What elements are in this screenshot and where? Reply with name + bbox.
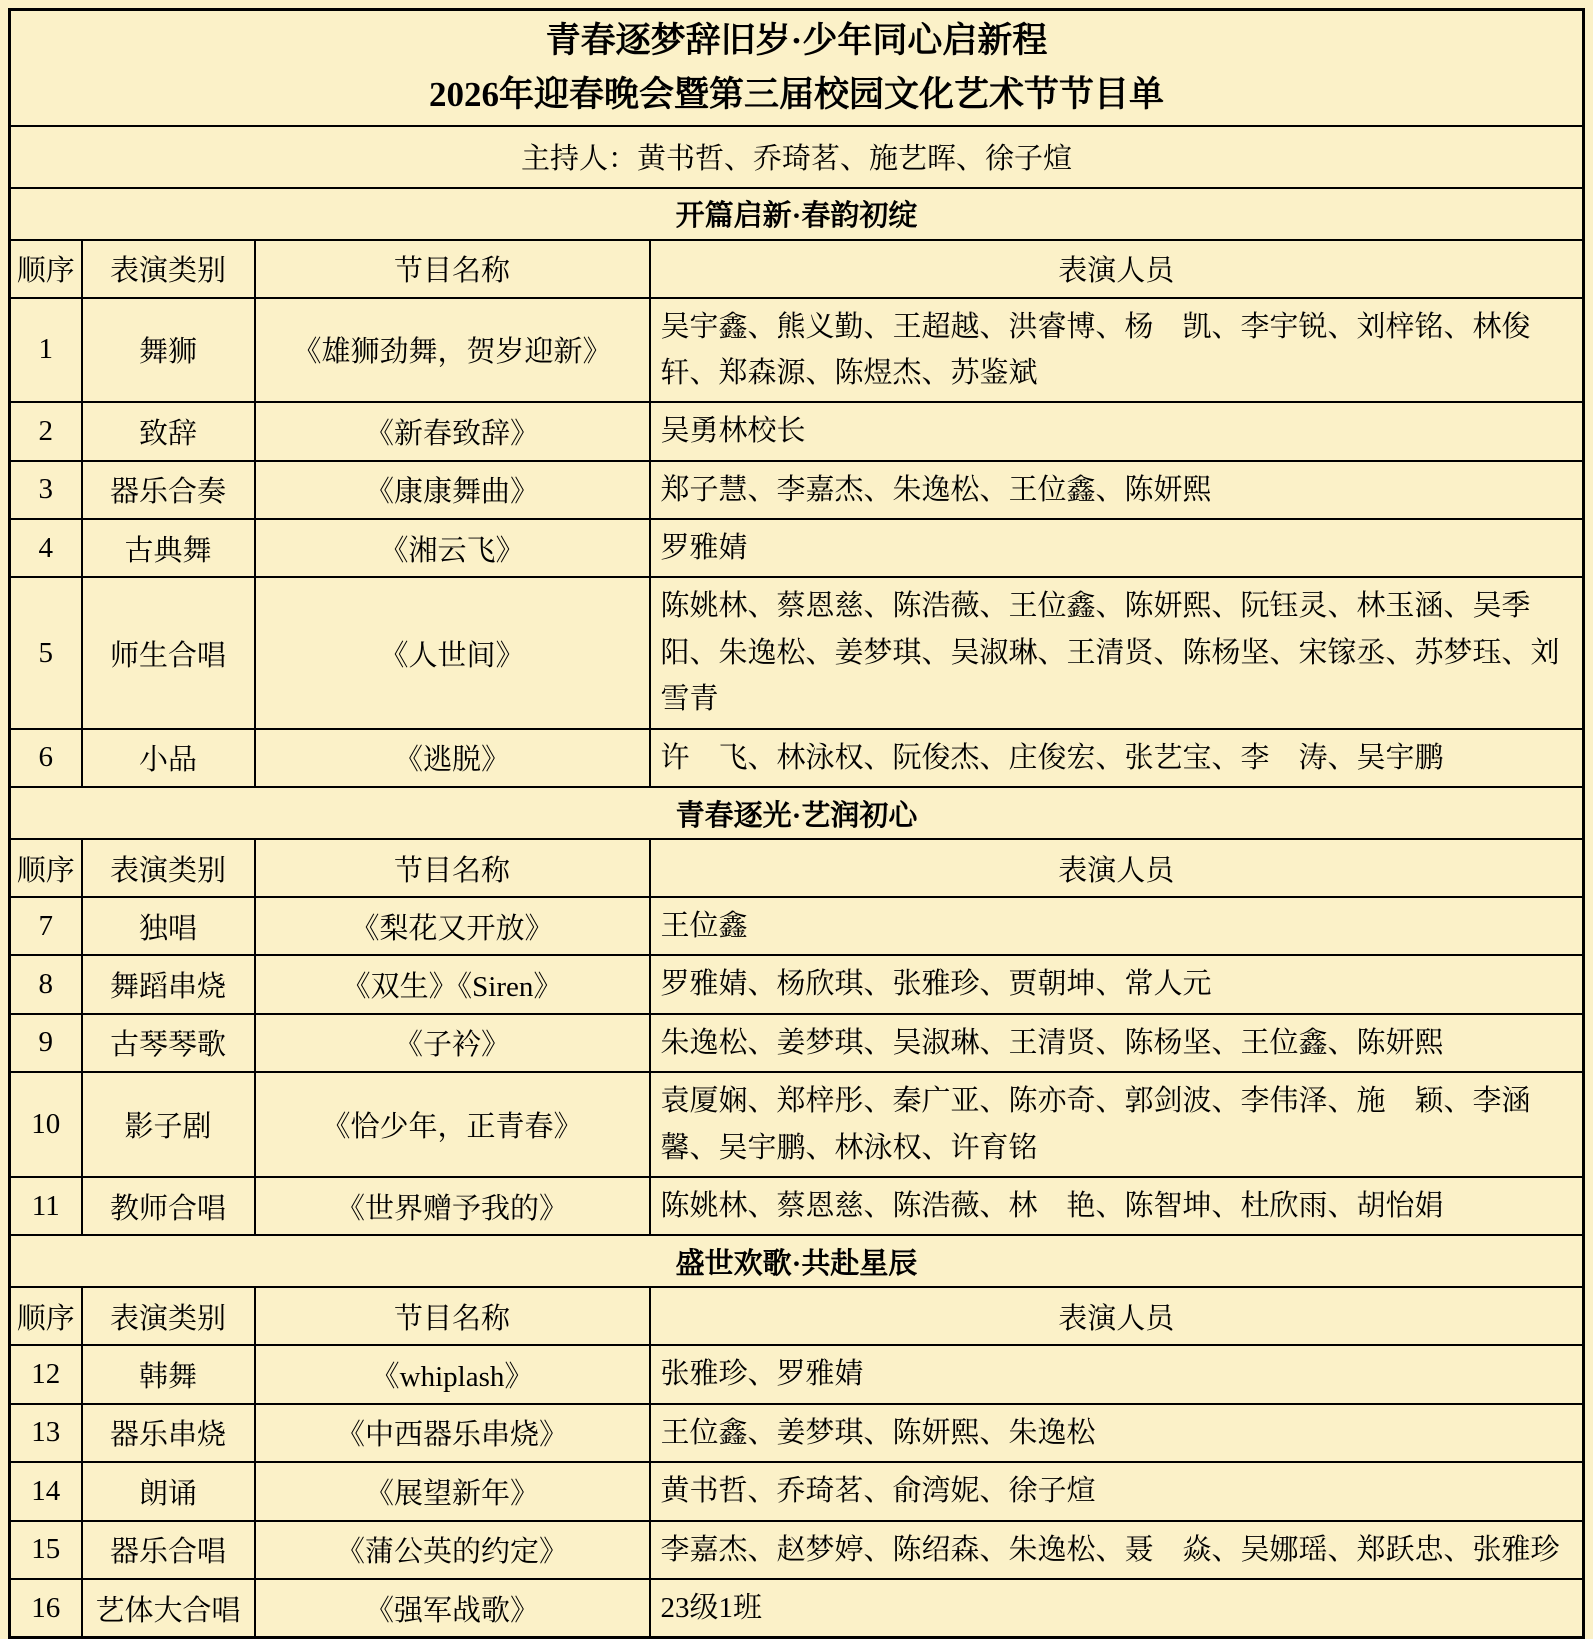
performers-cell: 许 飞、林泳权、阮俊杰、庄俊宏、张艺宝、李 涛、吴宇鹏: [650, 729, 1584, 787]
table-row: [10, 577, 1584, 728]
column-header-performers: 表演人员: [650, 240, 1584, 298]
performers-cell: 吴宇鑫、熊义勤、王超越、洪睿博、杨 凯、李宇锐、刘梓铭、林俊轩、郑森源、陈煜杰、苏鉴斌: [650, 298, 1584, 403]
column-header-row: [10, 1287, 1584, 1345]
category-cell: 致辞: [82, 402, 255, 460]
order-cell: 7: [10, 897, 82, 955]
program-cell: 《新春致辞》: [255, 402, 650, 460]
table-row: [10, 1579, 1584, 1638]
table-row: [10, 729, 1584, 787]
performers-cell: 王位鑫、姜梦琪、陈妍熙、朱逸松: [650, 1404, 1584, 1462]
performers-cell: 袁厦娴、郑梓彤、秦广亚、陈亦奇、郭剑波、李伟泽、施 颖、李涵馨、吴宇鹏、林泳权、许育铭: [650, 1072, 1584, 1177]
performers-cell: 罗雅婧、杨欣琪、张雅珍、贾朝坤、常人元: [650, 955, 1584, 1013]
table-row: [10, 519, 1584, 577]
column-header-order: 顺序: [10, 240, 82, 298]
category-cell: 朗诵: [82, 1462, 255, 1520]
column-header-row: [10, 839, 1584, 897]
table-row: [10, 402, 1584, 460]
column-header-performers: 表演人员: [650, 839, 1584, 897]
performers-cell: 郑子慧、李嘉杰、朱逸松、王位鑫、陈妍熙: [650, 461, 1584, 519]
category-cell: 舞蹈串烧: [82, 955, 255, 1013]
order-cell: 10: [10, 1072, 82, 1177]
section-banner: 盛世欢歌·共赴星辰: [10, 1235, 1584, 1287]
order-cell: 6: [10, 729, 82, 787]
host-row: [10, 126, 1584, 188]
program-cell: 《康康舞曲》: [255, 461, 650, 519]
column-header-category: 表演类别: [82, 839, 255, 897]
performers-cell: 陈姚林、蔡恩慈、陈浩薇、王位鑫、陈妍熙、阮钰灵、林玉涵、吴季阳、朱逸松、姜梦琪、吴淑琳、王清贤、陈杨坚、宋镓丞、苏梦珏、刘雪青: [650, 577, 1584, 728]
performers-cell: 吴勇林校长: [650, 402, 1584, 460]
page-title-line1: 青春逐梦辞旧岁·少年同心启新程: [545, 20, 1048, 60]
section-banner-row: [10, 1235, 1584, 1287]
column-header-category: 表演类别: [82, 240, 255, 298]
table-row: [10, 1014, 1584, 1072]
order-cell: 14: [10, 1462, 82, 1520]
column-header-program: 节目名称: [255, 839, 650, 897]
program-cell: 《whiplash》: [255, 1345, 650, 1403]
table-row: [10, 1462, 1584, 1520]
column-header-program: 节目名称: [255, 1287, 650, 1345]
program-cell: 《雄狮劲舞，贺岁迎新》: [255, 298, 650, 403]
order-cell: 2: [10, 402, 82, 460]
order-cell: 3: [10, 461, 82, 519]
category-cell: 师生合唱: [82, 577, 255, 728]
performers-cell: 张雅珍、罗雅婧: [650, 1345, 1584, 1403]
category-cell: 器乐串烧: [82, 1404, 255, 1462]
performers-cell: 朱逸松、姜梦琪、吴淑琳、王清贤、陈杨坚、王位鑫、陈妍熙: [650, 1014, 1584, 1072]
column-header-order: 顺序: [10, 1287, 82, 1345]
page-title: [10, 10, 1584, 126]
table-row: [10, 1345, 1584, 1403]
section-banner: 开篇启新·春韵初绽: [10, 188, 1584, 240]
table-row: [10, 955, 1584, 1013]
category-cell: 舞狮: [82, 298, 255, 403]
program-table: [8, 8, 1585, 1639]
order-cell: 1: [10, 298, 82, 403]
category-cell: 独唱: [82, 897, 255, 955]
order-cell: 15: [10, 1521, 82, 1579]
category-cell: 器乐合奏: [82, 461, 255, 519]
title-row: [10, 10, 1584, 126]
order-cell: 13: [10, 1404, 82, 1462]
table-row: [10, 1521, 1584, 1579]
section-banner-row: [10, 787, 1584, 839]
program-cell: 《中西器乐串烧》: [255, 1404, 650, 1462]
performers-cell: 李嘉杰、赵梦婷、陈绍森、朱逸松、聂 焱、吴娜瑶、郑跃忠、张雅珍: [650, 1521, 1584, 1579]
table-row: [10, 298, 1584, 403]
program-cell: 《展望新年》: [255, 1462, 650, 1520]
performers-cell: 王位鑫: [650, 897, 1584, 955]
column-header-category: 表演类别: [82, 1287, 255, 1345]
performers-cell: 罗雅婧: [650, 519, 1584, 577]
category-cell: 韩舞: [82, 1345, 255, 1403]
table-row: [10, 1177, 1584, 1235]
program-cell: 《世界赠予我的》: [255, 1177, 650, 1235]
order-cell: 12: [10, 1345, 82, 1403]
category-cell: 古琴琴歌: [82, 1014, 255, 1072]
page-title-line2: 2026年迎春晚会暨第三届校园文化艺术节节目单: [428, 74, 1164, 114]
program-cell: 《子衿》: [255, 1014, 650, 1072]
program-cell: 《逃脱》: [255, 729, 650, 787]
section-banner-row: [10, 188, 1584, 240]
order-cell: 11: [10, 1177, 82, 1235]
host-line: 主持人：黄书哲、乔琦茗、施艺晖、徐子煊: [10, 126, 1584, 188]
category-cell: 古典舞: [82, 519, 255, 577]
table-row: [10, 461, 1584, 519]
performers-cell: 黄书哲、乔琦茗、俞湾妮、徐子煊: [650, 1462, 1584, 1520]
program-cell: 《蒲公英的约定》: [255, 1521, 650, 1579]
column-header-performers: 表演人员: [650, 1287, 1584, 1345]
table-row: [10, 1404, 1584, 1462]
program-cell: 《双生》《Siren》: [255, 955, 650, 1013]
order-cell: 16: [10, 1579, 82, 1638]
table-row: [10, 897, 1584, 955]
category-cell: 器乐合唱: [82, 1521, 255, 1579]
order-cell: 9: [10, 1014, 82, 1072]
order-cell: 5: [10, 577, 82, 728]
program-cell: 《人世间》: [255, 577, 650, 728]
table-row: [10, 1072, 1584, 1177]
column-header-row: [10, 240, 1584, 298]
order-cell: 4: [10, 519, 82, 577]
performers-cell: 23级1班: [650, 1579, 1584, 1638]
category-cell: 教师合唱: [82, 1177, 255, 1235]
section-banner: 青春逐光·艺润初心: [10, 787, 1584, 839]
column-header-program: 节目名称: [255, 240, 650, 298]
category-cell: 艺体大合唱: [82, 1579, 255, 1638]
category-cell: 影子剧: [82, 1072, 255, 1177]
program-cell: 《恰少年，正青春》: [255, 1072, 650, 1177]
column-header-order: 顺序: [10, 839, 82, 897]
order-cell: 8: [10, 955, 82, 1013]
performers-cell: 陈姚林、蔡恩慈、陈浩薇、林 艳、陈智坤、杜欣雨、胡怡娟: [650, 1177, 1584, 1235]
category-cell: 小品: [82, 729, 255, 787]
program-cell: 《强军战歌》: [255, 1579, 650, 1638]
program-cell: 《湘云飞》: [255, 519, 650, 577]
program-cell: 《梨花又开放》: [255, 897, 650, 955]
